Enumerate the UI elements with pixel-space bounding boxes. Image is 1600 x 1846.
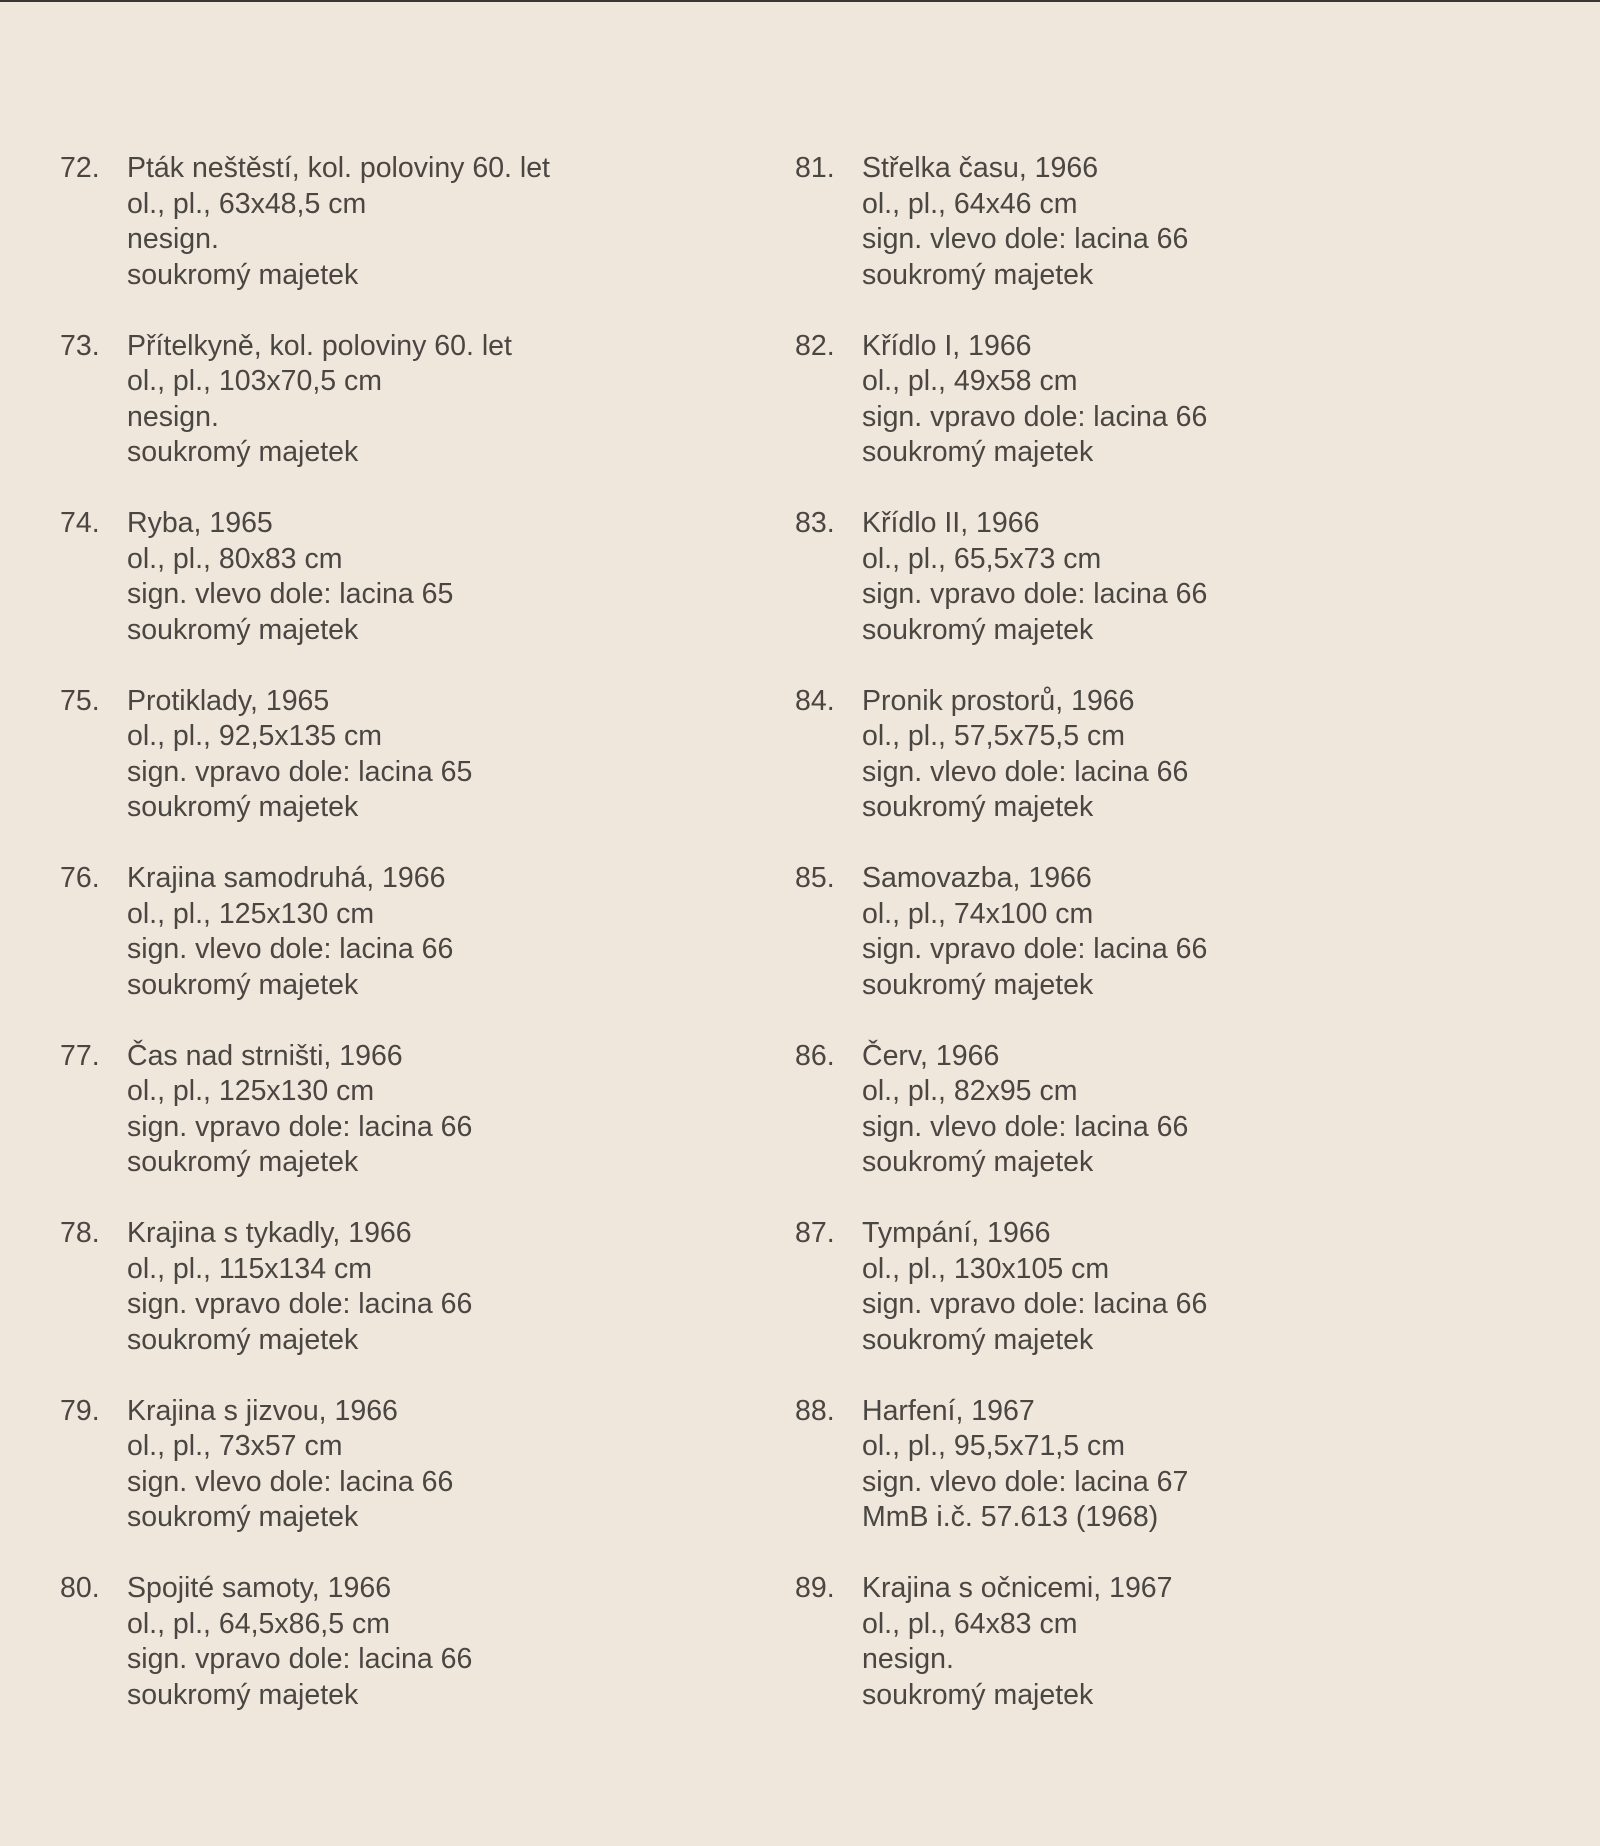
entry-title: Samovazba, 1966 bbox=[862, 862, 1092, 894]
entry-number: 78. bbox=[60, 1217, 100, 1249]
entry-signature: sign. vlevo dole: lacina 66 bbox=[862, 755, 1189, 788]
entry-title: Pronik prostorů, 1966 bbox=[862, 684, 1135, 717]
entry-signature: sign. vpravo dole: lacina 66 bbox=[127, 1643, 473, 1675]
entry-owner: MmB i.č. 57.613 (1968) bbox=[862, 1501, 1159, 1533]
catalog-entry bbox=[60, 684, 760, 862]
catalog-entry bbox=[60, 506, 760, 684]
entry-medium: ol., pl., 103x70,5 cm bbox=[127, 365, 383, 397]
entry-title: Křídlo I, 1966 bbox=[862, 329, 1032, 362]
entry-owner: soukromý majetek bbox=[862, 613, 1094, 646]
catalog-entry bbox=[60, 1571, 760, 1749]
entry-medium: ol., pl., 49x58 cm bbox=[862, 365, 1078, 397]
entry-title: Čas nad strništi, 1966 bbox=[127, 1039, 403, 1072]
entry-title: Harfení, 1967 bbox=[862, 1394, 1035, 1427]
entry-title: Ryba, 1965 bbox=[127, 507, 273, 539]
entry-signature: sign. vlevo dole: lacina 66 bbox=[127, 933, 454, 965]
entry-medium: ol., pl., 64x46 cm bbox=[862, 187, 1078, 220]
entry-title: Krajina s jizvou, 1966 bbox=[127, 1394, 398, 1427]
entry-signature: sign. vpravo dole: lacina 66 bbox=[127, 1288, 473, 1320]
catalog-column-left bbox=[60, 151, 760, 1749]
entry-medium: ol., pl., 82x95 cm bbox=[862, 1075, 1078, 1107]
entry-number: 77. bbox=[60, 1039, 100, 1072]
entry-medium: ol., pl., 125x130 cm bbox=[127, 897, 375, 930]
catalog-column-right bbox=[795, 151, 1495, 1749]
entry-owner: soukromý majetek bbox=[127, 968, 359, 1001]
entry-title: Přítelkyně, kol. poloviny 60. let bbox=[127, 329, 512, 362]
entry-owner: soukromý majetek bbox=[127, 436, 359, 468]
entry-medium: ol., pl., 63x48,5 cm bbox=[127, 187, 367, 220]
catalog-entry bbox=[60, 1039, 760, 1217]
entry-title: Krajina s tykadly, 1966 bbox=[127, 1217, 412, 1249]
entry-medium: ol., pl., 125x130 cm bbox=[127, 1075, 375, 1107]
catalog-entry bbox=[60, 151, 760, 329]
catalog-entry bbox=[795, 1394, 1495, 1572]
entry-owner: soukromý majetek bbox=[862, 968, 1094, 1001]
entry-signature: sign. vpravo dole: lacina 65 bbox=[127, 755, 473, 788]
catalog-entry bbox=[795, 861, 1495, 1039]
entry-owner: soukromý majetek bbox=[127, 1146, 359, 1178]
entry-owner: soukromý majetek bbox=[127, 1501, 359, 1533]
entry-title: Pták neštěstí, kol. poloviny 60. let bbox=[127, 152, 550, 184]
catalog-entry bbox=[795, 684, 1495, 862]
entry-medium: ol., pl., 130x105 cm bbox=[862, 1252, 1110, 1285]
entry-title: Krajina s očnicemi, 1967 bbox=[862, 1572, 1173, 1604]
entry-owner: soukromý majetek bbox=[127, 1323, 359, 1356]
entry-signature: sign. vlevo dole: lacina 66 bbox=[862, 1110, 1189, 1143]
catalog-entry bbox=[795, 151, 1495, 329]
top-rule bbox=[0, 0, 1600, 2]
entry-title: Červ, 1966 bbox=[862, 1039, 1000, 1072]
entry-number: 76. bbox=[60, 862, 100, 894]
entry-owner: soukromý majetek bbox=[862, 791, 1094, 823]
entry-title: Spojité samoty, 1966 bbox=[127, 1572, 392, 1604]
entry-number: 84. bbox=[795, 684, 835, 717]
entry-title: Křídlo II, 1966 bbox=[862, 507, 1040, 539]
catalog-entry bbox=[60, 329, 760, 507]
entry-signature: sign. vpravo dole: lacina 66 bbox=[862, 400, 1208, 433]
entry-medium: ol., pl., 74x100 cm bbox=[862, 897, 1094, 930]
entry-number: 74. bbox=[60, 507, 100, 539]
entry-signature: sign. vpravo dole: lacina 66 bbox=[862, 1288, 1208, 1320]
entry-title: Střelka času, 1966 bbox=[862, 152, 1099, 184]
entry-number: 85. bbox=[795, 862, 835, 894]
entry-signature: sign. vlevo dole: lacina 65 bbox=[127, 578, 454, 610]
catalog-entry bbox=[795, 1571, 1495, 1749]
entry-signature: sign. vpravo dole: lacina 66 bbox=[862, 578, 1208, 610]
entry-title: Protiklady, 1965 bbox=[127, 684, 330, 717]
entry-owner: soukromý majetek bbox=[862, 1146, 1094, 1178]
entry-number: 72. bbox=[60, 152, 100, 184]
entry-signature: sign. vlevo dole: lacina 66 bbox=[127, 1465, 454, 1498]
entry-signature: sign. vlevo dole: lacina 67 bbox=[862, 1465, 1189, 1498]
entry-number: 83. bbox=[795, 507, 835, 539]
entry-owner: soukromý majetek bbox=[862, 436, 1094, 468]
entry-medium: ol., pl., 73x57 cm bbox=[127, 1430, 343, 1462]
entry-owner: soukromý majetek bbox=[862, 1323, 1094, 1356]
catalog-entry bbox=[795, 506, 1495, 684]
entry-number: 82. bbox=[795, 329, 835, 362]
entry-owner: soukromý majetek bbox=[862, 1678, 1094, 1711]
entry-signature: nesign. bbox=[862, 1643, 954, 1675]
entry-owner: soukromý majetek bbox=[127, 613, 359, 646]
entry-title: Tympání, 1966 bbox=[862, 1217, 1051, 1249]
entry-number: 73. bbox=[60, 329, 100, 362]
catalog-entry bbox=[795, 1039, 1495, 1217]
entry-number: 80. bbox=[60, 1572, 100, 1604]
entry-medium: ol., pl., 64x83 cm bbox=[862, 1607, 1078, 1640]
entry-number: 87. bbox=[795, 1217, 835, 1249]
entry-medium: ol., pl., 64,5x86,5 cm bbox=[127, 1607, 390, 1640]
entry-medium: ol., pl., 80x83 cm bbox=[127, 542, 343, 575]
entry-owner: soukromý majetek bbox=[127, 258, 359, 291]
entry-owner: soukromý majetek bbox=[127, 791, 359, 823]
entry-number: 75. bbox=[60, 684, 100, 717]
catalog-entry bbox=[795, 329, 1495, 507]
entry-medium: ol., pl., 92,5x135 cm bbox=[127, 720, 383, 752]
entry-number: 89. bbox=[795, 1572, 835, 1604]
entry-medium: ol., pl., 57,5x75,5 cm bbox=[862, 720, 1125, 752]
catalog-entry bbox=[795, 1216, 1495, 1394]
entry-number: 86. bbox=[795, 1039, 835, 1072]
entry-owner: soukromý majetek bbox=[127, 1678, 359, 1711]
catalog-entry bbox=[60, 1216, 760, 1394]
entry-number: 81. bbox=[795, 152, 835, 184]
entry-owner: soukromý majetek bbox=[862, 258, 1094, 291]
entry-signature: sign. vlevo dole: lacina 66 bbox=[862, 223, 1189, 255]
entry-number: 88. bbox=[795, 1394, 835, 1427]
entry-number: 79. bbox=[60, 1394, 100, 1427]
entry-medium: ol., pl., 115x134 cm bbox=[127, 1252, 373, 1285]
entry-signature: sign. vpravo dole: lacina 66 bbox=[862, 933, 1208, 965]
entry-signature: sign. vpravo dole: lacina 66 bbox=[127, 1110, 473, 1143]
entry-signature: nesign. bbox=[127, 400, 219, 433]
entry-title: Krajina samodruhá, 1966 bbox=[127, 862, 446, 894]
entry-signature: nesign. bbox=[127, 223, 219, 255]
entry-medium: ol., pl., 95,5x71,5 cm bbox=[862, 1430, 1125, 1462]
catalog-entry bbox=[60, 861, 760, 1039]
entry-medium: ol., pl., 65,5x73 cm bbox=[862, 542, 1102, 575]
catalog-entry bbox=[60, 1394, 760, 1572]
